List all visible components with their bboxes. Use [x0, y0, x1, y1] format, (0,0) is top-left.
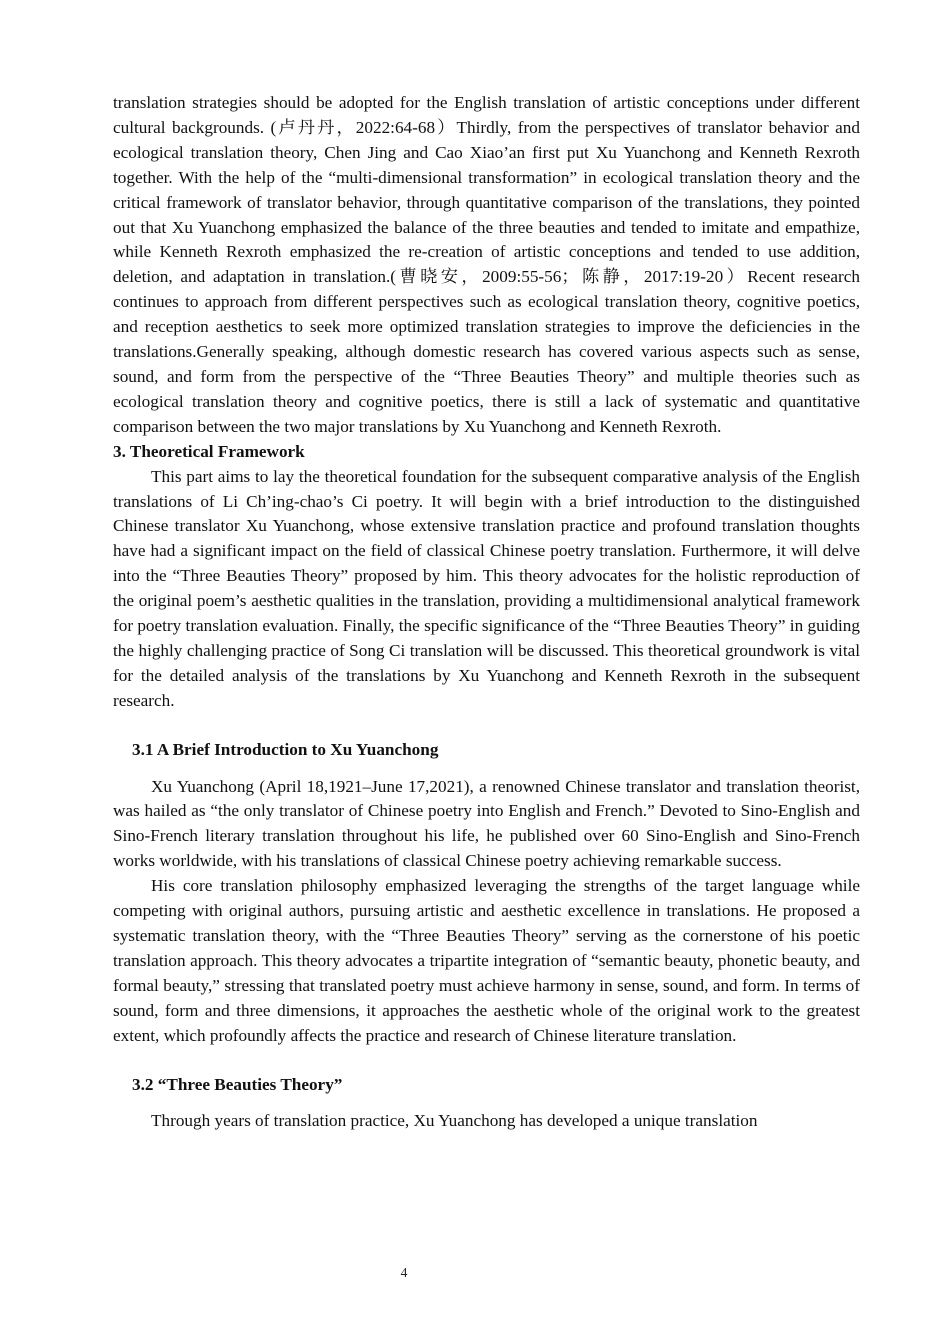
- paragraph-three-beauties-start: Through years of translation practice, Xu Yuanchong has developed a unique translation: [151, 1111, 758, 1131]
- paragraph-translation-philosophy: His core translation philosophy emphasized leveraging the strengths of the target language while competing with original authors, pursuing artistic and aesthetic excellence in translations. He proposed a systematic translation theory, with the “Three Beauties Theory” serving as the cornerstone of his poetic translation approach. This theory advocates a tripartite integration of “semantic beauty, phonetic beauty, and formal beauty,” stressing that translated poetry must achieve harmony in sense, sound, and form. In terms of sound, form and three dimensions, it approaches the aesthetic whole of the original work to the greatest extent, which profoundly affects the practice and research of Chinese literature translation.: [113, 876, 860, 1045]
- heading-three-beauties-theory: 3.2 “Three Beauties Theory”: [132, 1074, 343, 1094]
- page-number: 4: [400, 1265, 408, 1280]
- heading-intro-xu-yuanchong: 3.1 A Brief Introduction to Xu Yuanchong: [132, 739, 439, 759]
- text-column: [113, 91, 860, 1134]
- paragraph-framework-intro: This part aims to lay the theoretical foundation for the subsequent comparative analysis of the English translations of Li Ch’ing-chao’s Ci poetry. It will begin with a brief introduction to the distinguished Chinese translator Xu Yuanchong, whose extensive translation practice and profound translation thoughts have had a significant impact on the field of classical Chinese poetry translation. Furthermore, it will delve into the “Three Beauties Theory” proposed by him. This theory advocates for the holistic reproduction of the original poem’s aesthetic qualities in the translation, providing a multidimensional analytical framework for poetry translation evaluation. Finally, the specific significance of the “Three Beauties Theory” in guiding the highly challenging practice of Song Ci translation will be discussed. This theoretical groundwork is vital for the detailed analysis of the translations by Xu Yuanchong and Kenneth Rexroth in the subsequent research.: [113, 466, 860, 710]
- paragraph-continuation: translation strategies should be adopted for the English translation of artistic conceptions under different cultural backgrounds. (卢丹丹，2022:64-68）Thirdly, from the perspectives of translator behavior and ecological translation theory, Chen Jing and Cao Xiao’an first put Xu Yuanchong and Kenneth Rexroth together. With the help of the “multi-dimensional transformation” in ecological translation theory and the critical framework of translator behavior, through quantitative comparison of the translations, they pointed out that Xu Yuanchong emphasized the balance of the three beauties and tended to imitate and empathize, while Kenneth Rexroth emphasized the re-creation of artistic conceptions and tended to use addition, deletion, and adaptation in translation.(曹晓安，2009:55-56；陈静，2017:19-20）Recent research continues to approach from different perspectives such as ecological translation theory, cognitive poetics, and reception aesthetics to seek more optimized translation strategies to improve the deficiencies in the translations.Generally speaking, although domestic research has covered various aspects such as sense, sound, and form from the perspective of the “Three Beauties Theory” and multiple theories such as ecological translation theory and cognitive poetics, there is still a lack of systematic and quantitative comparison between the two major translations by Xu Yuanchong and Kenneth Rexroth.: [113, 93, 860, 436]
- heading-theoretical-framework: 3. Theoretical Framework: [113, 441, 305, 461]
- paragraph-xu-biography: Xu Yuanchong (April 18,1921–June 17,2021), a renowned Chinese translator and translation theorist, was hailed as “the only translator of Chinese poetry into English and French.” Devoted to Sino-English and Sino-French literary translation throughout his life, he published over 60 Sino-English and Sino-French works worldwide, with his translations of classical Chinese poetry achieving remarkable success.: [113, 776, 860, 871]
